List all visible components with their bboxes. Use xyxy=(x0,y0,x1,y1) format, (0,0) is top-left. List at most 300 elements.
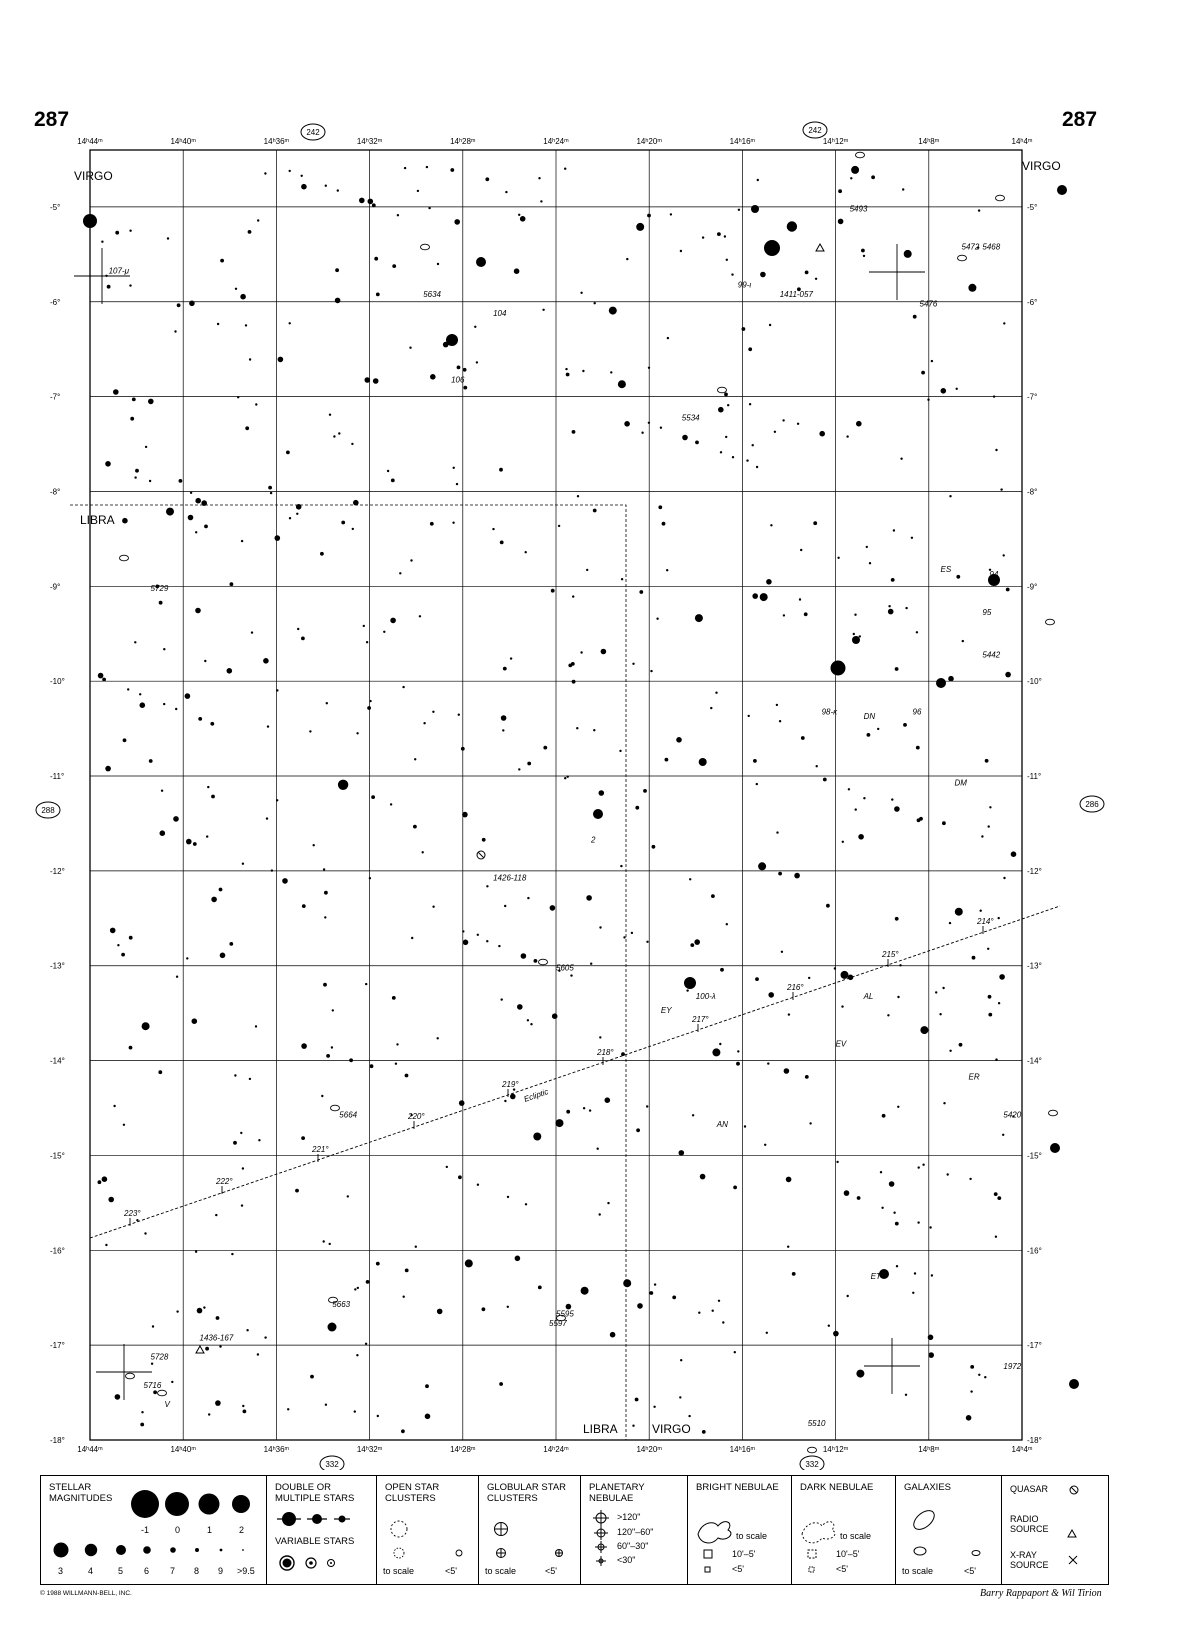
object-label: V xyxy=(164,1399,170,1409)
ra-label-top: 14ʰ8ᵐ xyxy=(918,137,940,146)
star xyxy=(942,821,946,825)
star xyxy=(856,1370,864,1378)
star xyxy=(149,759,153,763)
star xyxy=(700,1174,706,1180)
star xyxy=(863,797,865,799)
double-star-symbols xyxy=(267,1476,377,1584)
star xyxy=(572,595,574,597)
star xyxy=(927,399,929,401)
star xyxy=(518,768,520,770)
star xyxy=(881,1207,883,1209)
ecliptic-degree: 218° xyxy=(597,1048,614,1057)
star xyxy=(276,689,278,691)
adjacent-chart-bottom-right[interactable] xyxy=(800,1456,824,1470)
star xyxy=(326,702,328,704)
star xyxy=(309,730,311,732)
star xyxy=(742,327,746,331)
star xyxy=(166,508,174,516)
star xyxy=(882,1114,886,1118)
star xyxy=(428,207,430,209)
star xyxy=(499,1382,503,1386)
star xyxy=(720,451,722,453)
ecliptic-label: Ecliptic xyxy=(522,1087,550,1104)
star xyxy=(240,294,246,300)
star xyxy=(956,388,958,390)
star xyxy=(748,715,750,717)
star xyxy=(171,1381,173,1383)
star xyxy=(833,1331,839,1337)
star xyxy=(359,198,365,204)
star xyxy=(748,347,752,351)
star xyxy=(635,1398,639,1402)
constellation-virgo-bottom: VIRGO xyxy=(652,1422,691,1436)
star xyxy=(631,932,633,934)
star xyxy=(313,844,315,846)
object-label: 104 xyxy=(493,309,507,318)
star xyxy=(994,1192,998,1196)
star xyxy=(373,378,379,384)
dec-label-left: -6° xyxy=(50,297,61,307)
star xyxy=(163,648,165,650)
star xyxy=(770,524,772,526)
star xyxy=(409,347,411,349)
star xyxy=(658,505,662,509)
star xyxy=(995,1058,997,1060)
star xyxy=(113,1105,115,1107)
star xyxy=(727,404,729,406)
star xyxy=(142,1022,150,1030)
star xyxy=(804,612,808,616)
star xyxy=(396,1043,398,1045)
star xyxy=(263,658,269,664)
star xyxy=(383,631,385,633)
star xyxy=(376,1262,380,1266)
star xyxy=(853,633,855,635)
star xyxy=(329,1243,331,1245)
star xyxy=(1000,488,1002,490)
galaxy-icon xyxy=(126,1373,135,1379)
object-label: 96 xyxy=(912,707,922,717)
star xyxy=(352,528,354,530)
star xyxy=(525,1203,527,1205)
star xyxy=(140,1423,144,1427)
ra-label-bottom: 14ʰ24ᵐ xyxy=(543,1445,569,1454)
star xyxy=(486,885,488,887)
dec-label-left: -14° xyxy=(50,1056,65,1066)
star xyxy=(752,593,758,599)
star xyxy=(197,1308,203,1314)
star xyxy=(500,541,504,545)
star xyxy=(266,817,268,819)
star xyxy=(461,747,465,751)
star xyxy=(501,715,507,721)
galaxy-icon xyxy=(718,387,727,393)
star xyxy=(689,878,691,880)
star xyxy=(607,1202,609,1204)
star xyxy=(370,1064,374,1068)
star xyxy=(357,1287,359,1289)
star xyxy=(347,1195,349,1197)
star xyxy=(959,1043,963,1047)
bright-star xyxy=(1069,1379,1079,1389)
star xyxy=(255,1025,257,1027)
star xyxy=(402,686,404,688)
coordinate-grid xyxy=(50,137,1042,1454)
star xyxy=(712,1310,714,1312)
star xyxy=(454,219,460,225)
star xyxy=(246,1329,248,1331)
star xyxy=(680,1359,682,1361)
star xyxy=(637,1303,643,1309)
star xyxy=(920,1026,928,1034)
star xyxy=(619,750,621,752)
star xyxy=(387,470,389,472)
adjacent-chart-left[interactable] xyxy=(36,802,60,818)
dec-label-right: -7° xyxy=(1027,392,1038,402)
star xyxy=(419,615,421,617)
star xyxy=(98,673,104,679)
star xyxy=(351,443,353,445)
star xyxy=(626,258,628,260)
star xyxy=(550,905,556,911)
star xyxy=(477,934,479,936)
star xyxy=(905,1394,907,1396)
star xyxy=(192,1018,198,1024)
star xyxy=(268,486,272,490)
dec-label-right: -17° xyxy=(1027,1341,1042,1351)
star xyxy=(499,468,503,472)
star xyxy=(295,1189,299,1193)
star xyxy=(159,601,163,605)
star xyxy=(195,531,197,533)
star xyxy=(985,759,989,763)
star xyxy=(140,702,146,708)
object-label: 5728 xyxy=(150,1352,169,1362)
star xyxy=(101,241,103,243)
star xyxy=(760,272,766,278)
star xyxy=(341,521,345,525)
star xyxy=(688,1415,690,1417)
object-label: 5510 xyxy=(807,1418,826,1428)
dec-label-left: -11° xyxy=(50,772,65,782)
star xyxy=(521,953,527,959)
object-label: 97 xyxy=(835,664,845,674)
star xyxy=(404,167,406,169)
star xyxy=(324,891,328,895)
star xyxy=(129,1046,133,1050)
object-label: 5595 xyxy=(556,1309,574,1319)
legend-dark-nebulae: DARK NEBULAE to scale 10'–5' <5' xyxy=(792,1476,896,1584)
star xyxy=(732,456,734,458)
star xyxy=(107,285,111,289)
star xyxy=(234,1074,236,1076)
star xyxy=(576,727,578,729)
star xyxy=(534,959,538,963)
star xyxy=(365,377,371,383)
star xyxy=(565,368,567,370)
star xyxy=(210,722,214,726)
svg-text:242: 242 xyxy=(808,126,822,135)
star xyxy=(129,230,131,232)
bright-star xyxy=(83,214,97,228)
star xyxy=(846,435,848,437)
star xyxy=(282,878,288,884)
star xyxy=(422,851,424,853)
star xyxy=(556,1119,564,1127)
star xyxy=(666,569,668,571)
star xyxy=(452,522,454,524)
page-number-left: 287 xyxy=(34,108,70,131)
star xyxy=(323,983,327,987)
star xyxy=(718,1300,720,1302)
star xyxy=(134,641,136,643)
star xyxy=(123,1124,125,1126)
bright-star xyxy=(1057,185,1067,195)
star xyxy=(746,459,748,461)
star xyxy=(838,219,844,225)
star xyxy=(450,168,454,172)
star xyxy=(599,790,605,796)
star xyxy=(255,403,257,405)
star xyxy=(786,1177,792,1183)
star xyxy=(551,589,555,593)
star xyxy=(258,1139,260,1141)
star xyxy=(978,1374,980,1376)
star xyxy=(978,209,980,211)
star xyxy=(816,765,818,767)
star xyxy=(301,637,305,641)
star xyxy=(463,368,467,372)
star xyxy=(756,783,758,785)
star xyxy=(847,1295,849,1297)
star xyxy=(456,483,458,485)
star xyxy=(338,780,348,790)
dec-label-right: -8° xyxy=(1027,487,1038,497)
star xyxy=(589,1109,591,1111)
adjacent-chart-right[interactable] xyxy=(1080,796,1104,812)
dec-label-right: -14° xyxy=(1027,1056,1042,1066)
star xyxy=(240,1132,242,1134)
star xyxy=(694,939,700,945)
star xyxy=(893,1212,895,1214)
star xyxy=(968,284,976,292)
star xyxy=(962,640,964,642)
star xyxy=(186,957,188,959)
star xyxy=(356,732,358,734)
star xyxy=(731,273,733,275)
star xyxy=(220,259,224,263)
ra-label-top: 14ʰ20ᵐ xyxy=(636,137,662,146)
star xyxy=(686,989,688,991)
star xyxy=(734,1351,736,1353)
star xyxy=(624,421,630,427)
star xyxy=(599,1036,601,1038)
star xyxy=(219,1345,221,1347)
star xyxy=(947,1173,949,1175)
star xyxy=(702,236,704,238)
star xyxy=(354,1410,356,1412)
star xyxy=(264,1336,266,1338)
star xyxy=(895,1222,899,1226)
star xyxy=(809,1122,811,1124)
star xyxy=(698,1312,700,1314)
star xyxy=(894,806,900,812)
star xyxy=(995,1236,997,1238)
star xyxy=(680,250,682,252)
svg-text:332: 332 xyxy=(805,1460,819,1469)
star xyxy=(139,693,141,695)
star xyxy=(856,421,862,427)
star xyxy=(527,897,529,899)
adjacent-chart-bottom-left[interactable] xyxy=(320,1456,344,1470)
star xyxy=(233,1141,237,1145)
star xyxy=(117,944,119,946)
star xyxy=(838,189,842,193)
ra-label-bottom: 14ʰ16ᵐ xyxy=(729,1445,756,1454)
star xyxy=(911,537,913,539)
star xyxy=(175,708,177,710)
star xyxy=(301,1136,305,1140)
star xyxy=(583,1107,585,1109)
star xyxy=(482,838,486,842)
star xyxy=(572,430,576,434)
star xyxy=(227,668,233,674)
galaxy-icon xyxy=(808,1447,817,1453)
star xyxy=(652,845,656,849)
star xyxy=(921,371,925,375)
star xyxy=(135,469,139,473)
star xyxy=(335,298,341,304)
star xyxy=(997,1196,1001,1200)
star xyxy=(888,605,890,607)
star xyxy=(662,522,666,526)
galaxy-icon xyxy=(1049,1110,1058,1116)
legend-globular-clusters: GLOBULAR STAR CLUSTERS to scale <5' xyxy=(479,1476,581,1584)
star xyxy=(943,1102,945,1104)
star xyxy=(758,862,766,870)
legend-stellar-magnitudes: STELLAR MAGNITUDES -1 0 1 2 3 4 5 6 7 8 9 >9.5 xyxy=(41,1476,267,1584)
star xyxy=(105,766,111,772)
star xyxy=(895,667,899,671)
star xyxy=(331,1046,333,1048)
star xyxy=(609,307,617,315)
star xyxy=(323,1240,325,1242)
star xyxy=(621,1052,625,1056)
star xyxy=(749,403,751,405)
star xyxy=(204,660,206,662)
star xyxy=(399,572,401,574)
star xyxy=(999,974,1005,980)
star xyxy=(799,598,801,600)
star xyxy=(231,1253,233,1255)
star xyxy=(949,922,951,924)
star xyxy=(767,1062,769,1064)
constellation-libra: LIBRA xyxy=(80,513,115,527)
star xyxy=(654,1283,656,1285)
star xyxy=(415,1246,417,1248)
star xyxy=(161,790,163,792)
star xyxy=(893,529,895,531)
star xyxy=(425,1384,429,1388)
star xyxy=(649,1291,653,1295)
star xyxy=(301,175,303,177)
star xyxy=(566,373,570,377)
star xyxy=(948,676,954,682)
object-label: 5442 xyxy=(982,650,1001,660)
star xyxy=(764,1144,766,1146)
constellation-virgo-left: VIRGO xyxy=(74,169,113,183)
star xyxy=(271,869,273,871)
star xyxy=(635,806,639,810)
star xyxy=(302,904,306,908)
dec-label-left: -18° xyxy=(50,1436,65,1445)
star xyxy=(533,1133,541,1141)
dec-label-right: -12° xyxy=(1027,866,1042,876)
bright-star xyxy=(936,678,946,688)
star xyxy=(207,786,209,788)
star xyxy=(405,1269,409,1273)
star xyxy=(897,996,899,998)
galaxy-icon xyxy=(158,1390,167,1396)
star xyxy=(690,943,694,947)
star xyxy=(586,895,592,901)
object-label: EY xyxy=(660,1006,672,1016)
ra-label-top: 14ʰ12ᵐ xyxy=(822,137,849,146)
star xyxy=(636,1128,640,1132)
ra-label-top: 14ʰ36ᵐ xyxy=(263,137,290,146)
star xyxy=(369,877,371,879)
star xyxy=(610,1332,616,1338)
star xyxy=(390,803,392,805)
legend-double-stars: DOUBLE OR MULTIPLE STARS VARIABLE STARS xyxy=(267,1476,377,1584)
bright-star xyxy=(751,205,759,213)
star xyxy=(507,1196,509,1198)
star xyxy=(869,562,871,564)
star xyxy=(130,417,134,421)
star xyxy=(570,974,572,976)
adjacent-chart-top-right[interactable] xyxy=(803,122,827,138)
star xyxy=(949,495,951,497)
galaxy-icon xyxy=(120,555,129,561)
star xyxy=(121,953,125,957)
star xyxy=(672,1296,676,1300)
star xyxy=(989,806,991,808)
star xyxy=(462,930,464,932)
ra-label-top: 14ʰ4ᵐ xyxy=(1011,137,1033,146)
star xyxy=(356,1354,358,1356)
star xyxy=(179,479,183,483)
star xyxy=(891,798,893,800)
bright-star xyxy=(593,809,603,819)
star xyxy=(699,758,707,766)
star xyxy=(538,1286,542,1290)
star xyxy=(695,441,699,445)
object-label: 5420 xyxy=(1003,1110,1022,1120)
star xyxy=(144,1232,146,1234)
svg-text:332: 332 xyxy=(325,1460,339,1469)
adjacent-chart-top-left[interactable] xyxy=(301,124,325,140)
star xyxy=(863,255,865,257)
star xyxy=(568,664,572,668)
star xyxy=(916,631,918,633)
star xyxy=(220,953,226,959)
star xyxy=(620,865,622,867)
star xyxy=(737,1050,739,1052)
star xyxy=(105,275,107,277)
star xyxy=(552,1013,558,1019)
star xyxy=(391,479,395,483)
star xyxy=(897,1106,899,1108)
